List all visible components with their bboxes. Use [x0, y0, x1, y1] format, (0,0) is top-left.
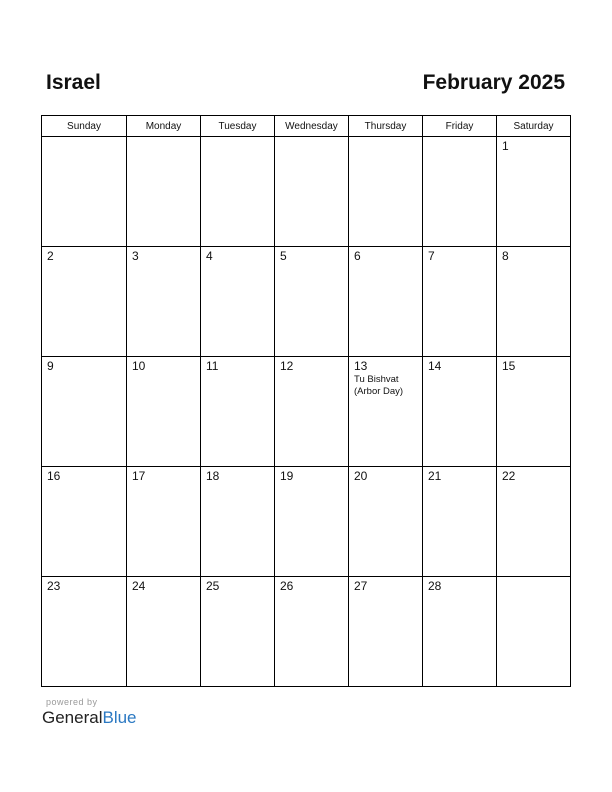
day-cell — [201, 577, 275, 687]
day-cell — [201, 137, 275, 247]
day-number: 27 — [354, 579, 368, 593]
weekday-header: Tuesday — [201, 116, 275, 137]
day-cell — [42, 357, 127, 467]
day-cell — [42, 247, 127, 357]
day-cell — [42, 137, 127, 247]
weekday-header: Monday — [127, 116, 201, 137]
day-cell — [423, 247, 497, 357]
weekday-header-row — [42, 116, 571, 137]
country-title: Israel — [46, 71, 101, 94]
brand-general: General — [42, 708, 103, 727]
week-row — [42, 467, 571, 577]
day-cell — [423, 577, 497, 687]
day-number: 10 — [132, 359, 146, 373]
day-number — [349, 137, 422, 140]
day-number: 9 — [47, 359, 54, 373]
brand-blue: Blue — [102, 708, 137, 727]
day-cell — [201, 467, 275, 577]
day-number: 1 — [502, 139, 509, 153]
day-cell — [349, 357, 423, 467]
day-number: 12 — [280, 359, 294, 373]
day-number: 24 — [132, 579, 146, 593]
day-cell — [497, 467, 571, 577]
day-number: 22 — [502, 469, 516, 483]
day-number: 7 — [428, 249, 435, 263]
weekday-header: Friday — [423, 116, 497, 137]
weekday-header: Saturday — [497, 116, 571, 137]
day-number: 21 — [428, 469, 442, 483]
day-number — [201, 137, 274, 140]
day-cell — [275, 357, 349, 467]
week-row — [42, 577, 571, 687]
day-cell — [497, 247, 571, 357]
day-number: 26 — [280, 579, 294, 593]
day-number — [127, 137, 200, 140]
day-cell — [497, 577, 571, 687]
holiday-label: Tu Bishvat (Arbor Day) — [354, 374, 404, 397]
day-cell — [127, 577, 201, 687]
day-cell — [497, 357, 571, 467]
day-cell — [201, 247, 275, 357]
day-number — [42, 137, 126, 140]
day-number: 11 — [206, 359, 219, 373]
day-number: 19 — [280, 469, 294, 483]
day-cell — [349, 577, 423, 687]
day-cell — [349, 247, 423, 357]
day-cell — [127, 467, 201, 577]
day-cell — [497, 137, 571, 247]
day-number: 18 — [206, 469, 220, 483]
day-cell — [349, 467, 423, 577]
day-number: 3 — [132, 249, 139, 263]
day-number: 15 — [502, 359, 516, 373]
day-cell — [275, 247, 349, 357]
day-number: 6 — [354, 249, 361, 263]
day-cell — [275, 137, 349, 247]
day-number — [497, 577, 570, 580]
day-cell — [42, 467, 127, 577]
generalblue-logo[interactable] — [42, 708, 137, 728]
day-cell — [423, 137, 497, 247]
day-cell — [127, 137, 201, 247]
day-number: 8 — [502, 249, 509, 263]
day-cell — [423, 357, 497, 467]
week-row — [42, 357, 571, 467]
day-cell — [42, 577, 127, 687]
weekday-header: Wednesday — [275, 116, 349, 137]
day-cell — [127, 357, 201, 467]
day-number: 13 — [354, 359, 368, 373]
day-number: 14 — [428, 359, 442, 373]
week-row — [42, 137, 571, 247]
day-number: 20 — [354, 469, 368, 483]
day-number: 16 — [47, 469, 61, 483]
weekday-header: Sunday — [42, 116, 127, 137]
week-row — [42, 247, 571, 357]
day-cell — [201, 357, 275, 467]
day-number — [275, 137, 348, 140]
calendar-grid — [41, 115, 571, 687]
day-number: 28 — [428, 579, 442, 593]
day-number: 2 — [47, 249, 54, 263]
day-number — [423, 137, 496, 140]
day-number: 17 — [132, 469, 146, 483]
day-cell — [275, 577, 349, 687]
day-cell — [127, 247, 201, 357]
day-number: 25 — [206, 579, 220, 593]
day-cell — [275, 467, 349, 577]
day-cell — [423, 467, 497, 577]
powered-by-text: powered by — [46, 697, 98, 707]
weekday-header: Thursday — [349, 116, 423, 137]
day-cell — [349, 137, 423, 247]
day-number: 5 — [280, 249, 287, 263]
month-title: February 2025 — [422, 71, 565, 94]
day-number: 4 — [206, 249, 213, 263]
day-number: 23 — [47, 579, 61, 593]
